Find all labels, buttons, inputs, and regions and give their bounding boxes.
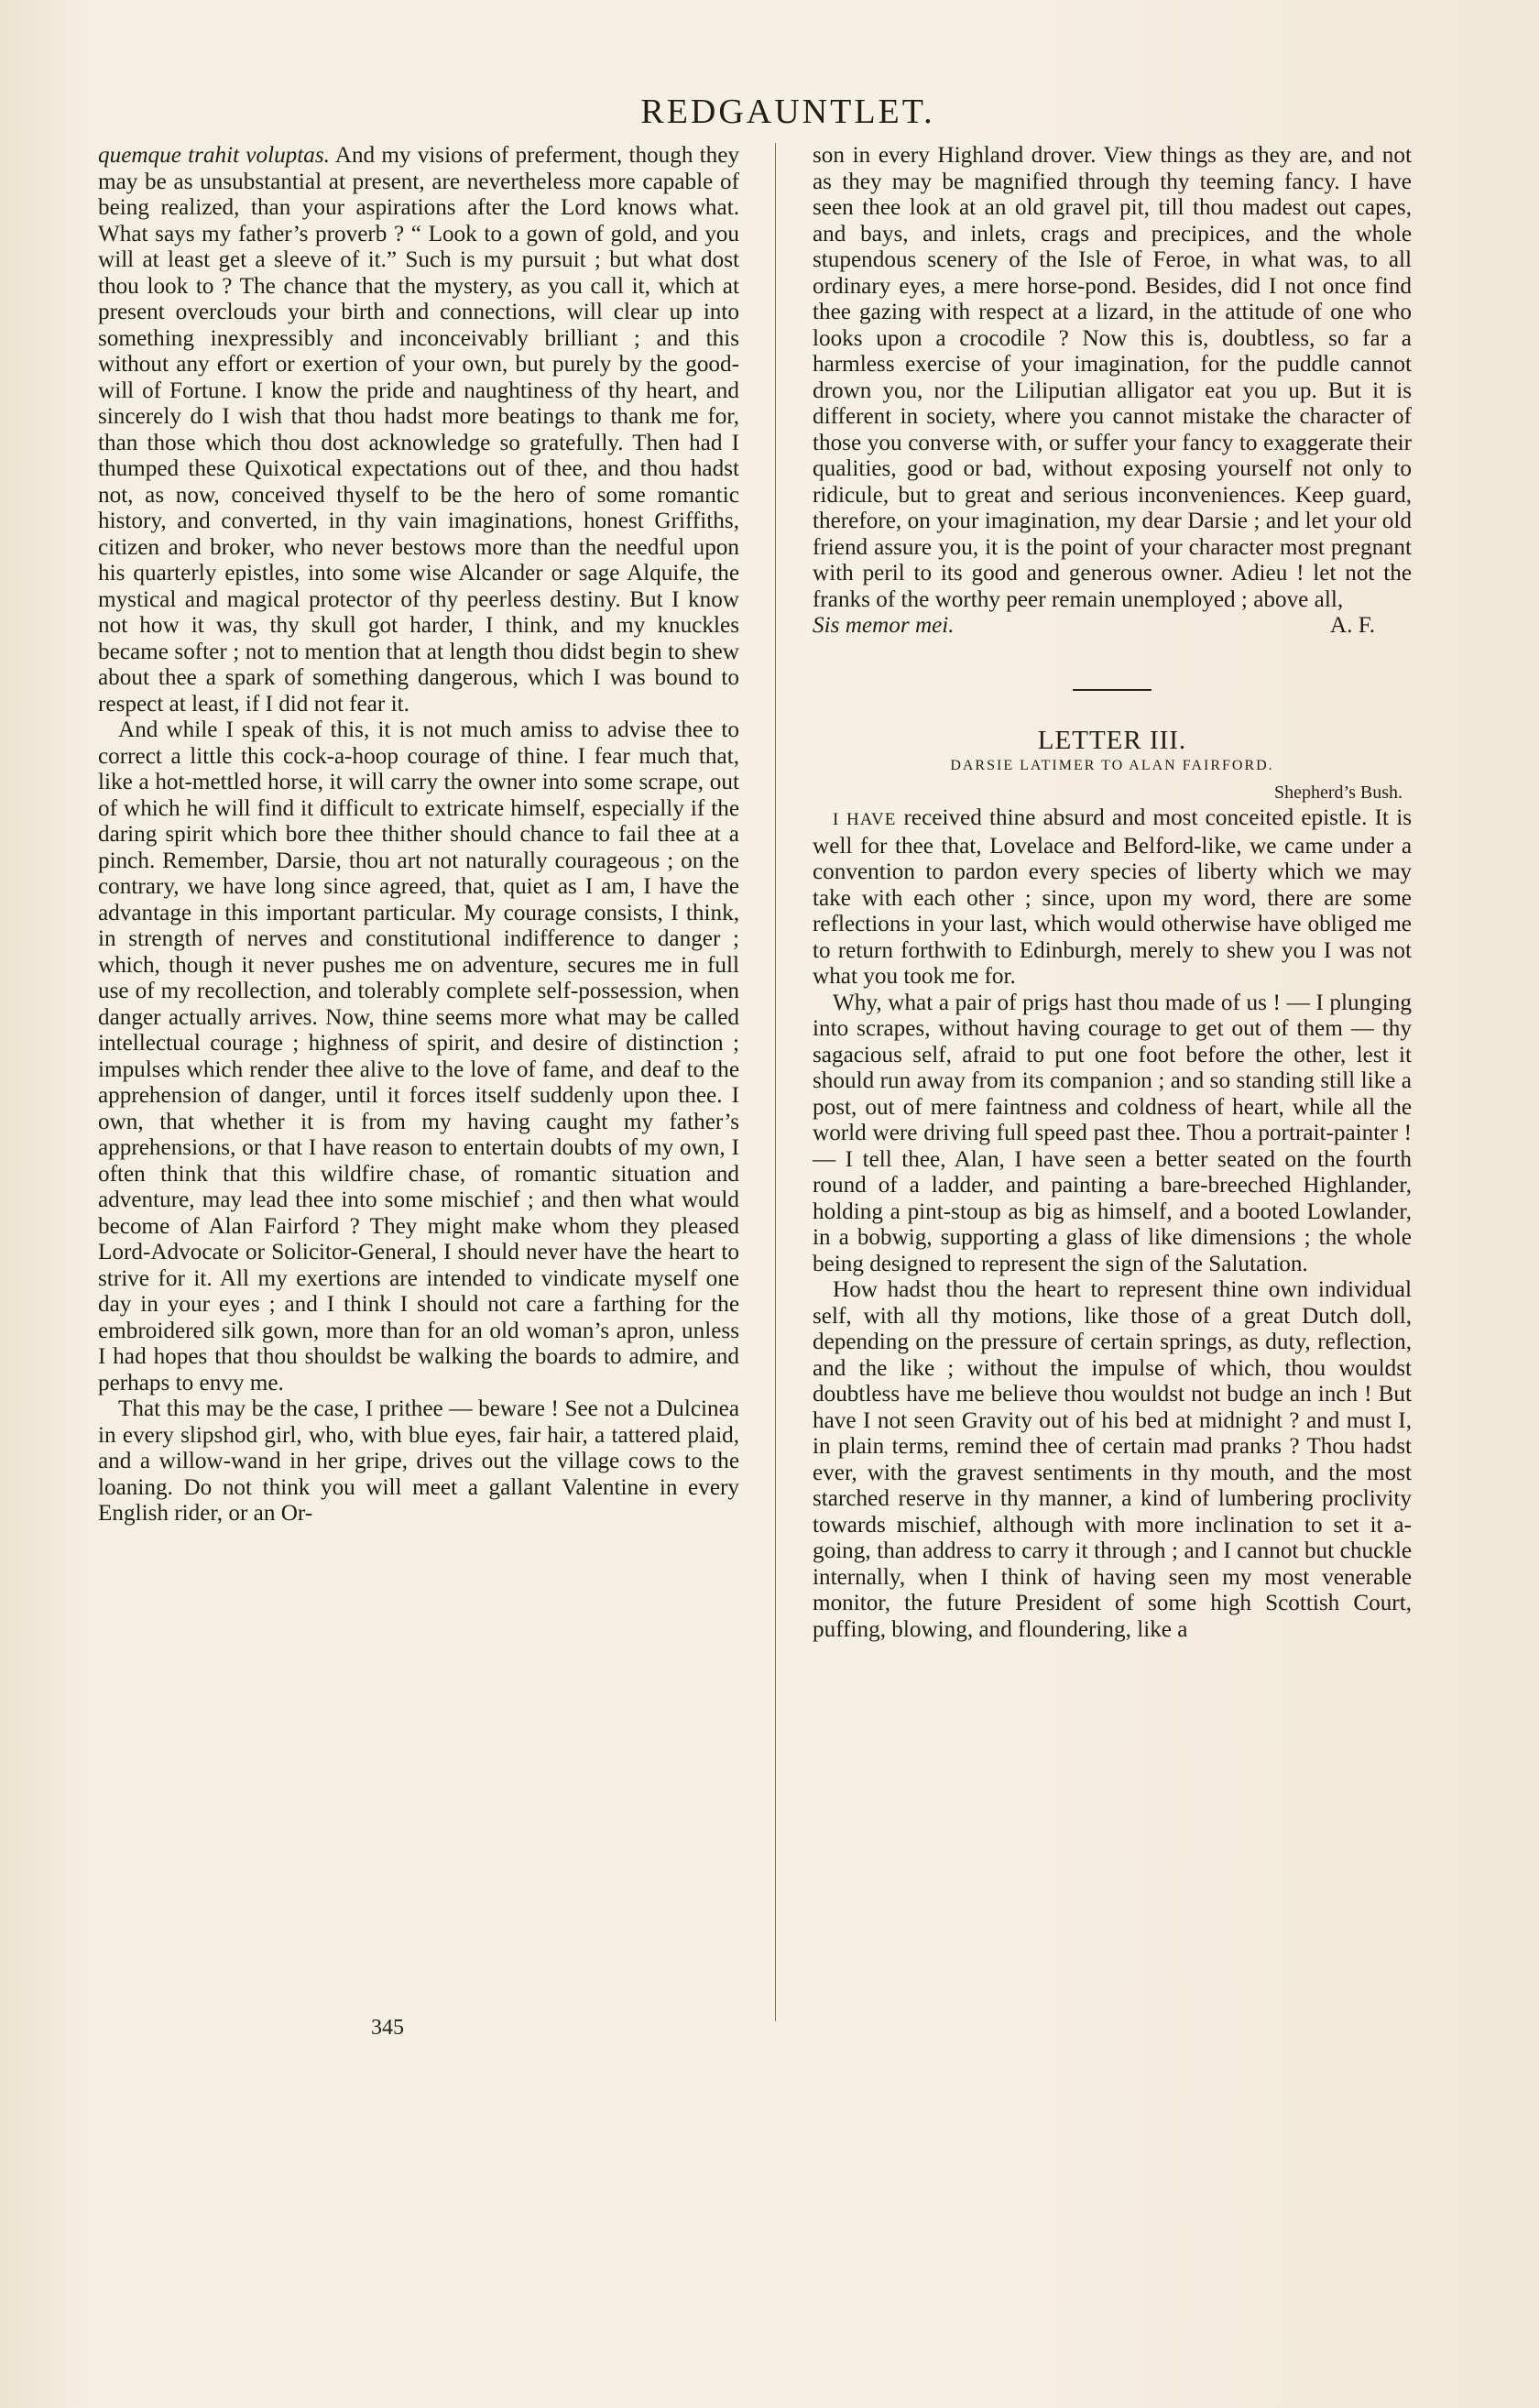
right-continuation [813,143,1412,613]
sign-off-line [813,613,1412,640]
paragraph-text: received thine absurd and most conceited epistle. It is well for thee that, Lovelace and Belford-like, we came under a convention to pardon every species of liberty which we may take with each other ; since, upon my word, there are some reflections in your last, which would otherwise have obliged me to return forthwith to Edinburgh, merely to shew you I was not what you took me for. [813,805,1412,989]
letter-heading: LETTER III. [1037,725,1187,755]
left-paragraph-1 [98,143,739,717]
left-paragraph-3: That this may be the case, I prithee — beware ! See not a Dulcinea in every slipshod girl, who, with blue eyes, fair hair, a tattered plaid, and a willow-wand in her gripe, drives out the village cows to the loaning. Do not think you will meet a gallant Valentine in every English rider, or an Or- [98,1396,739,1526]
page-number: 345 [371,2016,404,2040]
column-divider [775,143,776,2021]
left-column [98,143,739,1527]
signature: A. F. [1329,613,1375,638]
left-paragraph-2: And while I speak of this, it is not much amiss to advise thee to correct a little this cock-a-hoop courage of thine. I fear much that, like a hot-mettled horse, it will carry the owner into some scrape, out of which he will find it difficult to extricate himself, especially if the daring spirit which bore thee thither should chance to fail thee at a pinch. Remember, Darsie, thou art not naturally courageous ; on the contrary, we have long since agreed, that, quiet as I am, I have the advantage in this important particular. My courage consists, I think, in strength of nerves and constitutional indifference to danger ; which, though it never pushes me on adventure, secures me in full use of my recollection, and tolerably complete self-possession, when danger actually arrives. Now, thine seems more what may be called intellectual courage ; highness of spirit, and desire of distinction ; impulses which render thee alive to the love of fame, and deaf to the apprehension of danger, until it forces itself suddenly upon thee. I own, that whether it is from my having caught my father’s apprehensions, or that I have reason to entertain doubts of my own, I often think that this wildfire chase, of romantic situation and adventure, may lead thee into some mischief ; and then what would become of Alan Fairford ? They might make whom they pleased Lord-Advocate or Solicitor-General, I should never have the heart to strive for it. All my exertions are intended to vindicate myself one day in your eyes ; and I think I should not care a farthing for the embroidered silk gown, more than for an old woman’s apron, unless I had hopes that thou shouldst be walking the boards to admire, and perhaps to envy me. [98,717,739,1396]
right-paragraph-3: How hadst thou the heart to represent thine own individual self, with all thy motions, like those of a great Dutch doll, depending on the pressure of certain springs, as duty, reflection, and the like ; without the impulse of which, thou wouldst doubtless have me believe thou wouldst not budge an inch ! But have I not seen Gravity out of his bed at midnight ? and must I, in plain terms, remind thee of certain mad pranks ? Thou hadst ever, with the gravest sentiments in thy mouth, and the most starched reserve in thy manner, a kind of lumbering proclivity towards mischief, although with more inclination to set it a-going, than address to carry it through ; and I cannot but chuckle internally, when I think of having seen my most venerable monitor, the future President of some high Scottish Court, puffing, blowing, and floundering, like a [813,1277,1412,1642]
letter-subheading: DARSIE LATIMER TO ALAN FAIRFORD. [950,758,1274,773]
dateline: Shepherd’s Bush. [1274,782,1403,803]
opening-smallcaps: I HAVE [833,810,897,829]
italic-lead: quemque trahit voluptas. [98,143,330,168]
right-paragraph-1 [813,805,1412,991]
section-divider [1073,689,1152,691]
paragraph-text: And my visions of preferment, though they may be as unsubstantial at present, are nevertheless more capable of being realized, than your aspirations after the Lord knows what. What says my father’s proverb ? “ Look to a gown of gold, and you will at least get a sleeve of it.” Such is my pursuit ; but what dost thou look to ? The chance that the mystery, as you call it, which at present overclouds your birth and connections, will clear up into something inexpressibly and inconceivably brilliant ; and this without any effort or exertion of your own, but purely by the good-will of Fortune. I know the pride and naughtiness of thy heart, and sincerely do I wish that thou hadst more beatings to thank me for, than those which thou dost acknowledge so gratefully. Then had I thumped these Quixotical expectations out of thee, and thou hadst not, as now, conceived thyself to be the hero of some romantic history, and converted, in thy vain imaginations, honest Griffiths, citizen and broker, who never bestows more than the needful upon his quarterly epistles, into some wise Alcander or sage Alquife, the mystical and magical protector of thy peerless destiny. But I know not how it was, thy skull got harder, I think, and my knuckles became softer ; not to mention that at length thou didst begin to shew about thee a spark of something dangerous, which I was bound to respect at least, if I did not fear it. [98,143,739,717]
sign-off-italic: Sis memor mei. [813,613,955,638]
right-paragraph-2: Why, what a pair of prigs hast thou made of us ! — I plunging into scrapes, without having courage to get out of them — thy sagacious self, afraid to put one foot before the other, lest it should run away from its companion ; and so standing still like a post, out of mere faintness and coldness of heart, while all the world were driving full speed past thee. Thou a portrait-painter ! — I tell thee, Alan, I have seen a better seated on the fourth round of a ladder, and painting a bare-breeched Highlander, holding a pint-stoup as big as himself, and a booted Lowlander, in a bobwig, supporting a glass of like dimensions ; the whole being designed to represent the sign of the Salutation. [813,990,1412,1276]
continuation-text: son in every Highland drover. View things as they are, and not as they may be magnified through thy teeming fancy. I have seen thee look at an old gravel pit, till thou madest out capes, and bays, and inlets, crags and precipices, and the whole stupendous scenery of the Isle of Feroe, in what was, to all ordinary eyes, a mere horse-pond. Besides, did I not once find thee gazing with respect at a lizard, in the attitude of one who looks upon a crocodile ? Now this is, doubtless, so far a harmless exercise of your imagination, for the puddle cannot drown you, nor the Liliputian alligator eat you up. But it is different in society, where you cannot mistake the character of those you converse with, or suffer your fancy to exaggerate their qualities, good or bad, without exposing yourself not only to ridicule, but to great and serious inconveniences. Keep guard, therefore, on your imagination, my dear Darsie ; and let your old friend assure you, it is the point of your character most pregnant with peril to its good and generous owner. Adieu ! let not the franks of the worthy peer remain unemployed ; above all, [813,143,1412,612]
running-head: REDGAUNTLET. [640,93,935,131]
right-column [813,143,1412,1643]
